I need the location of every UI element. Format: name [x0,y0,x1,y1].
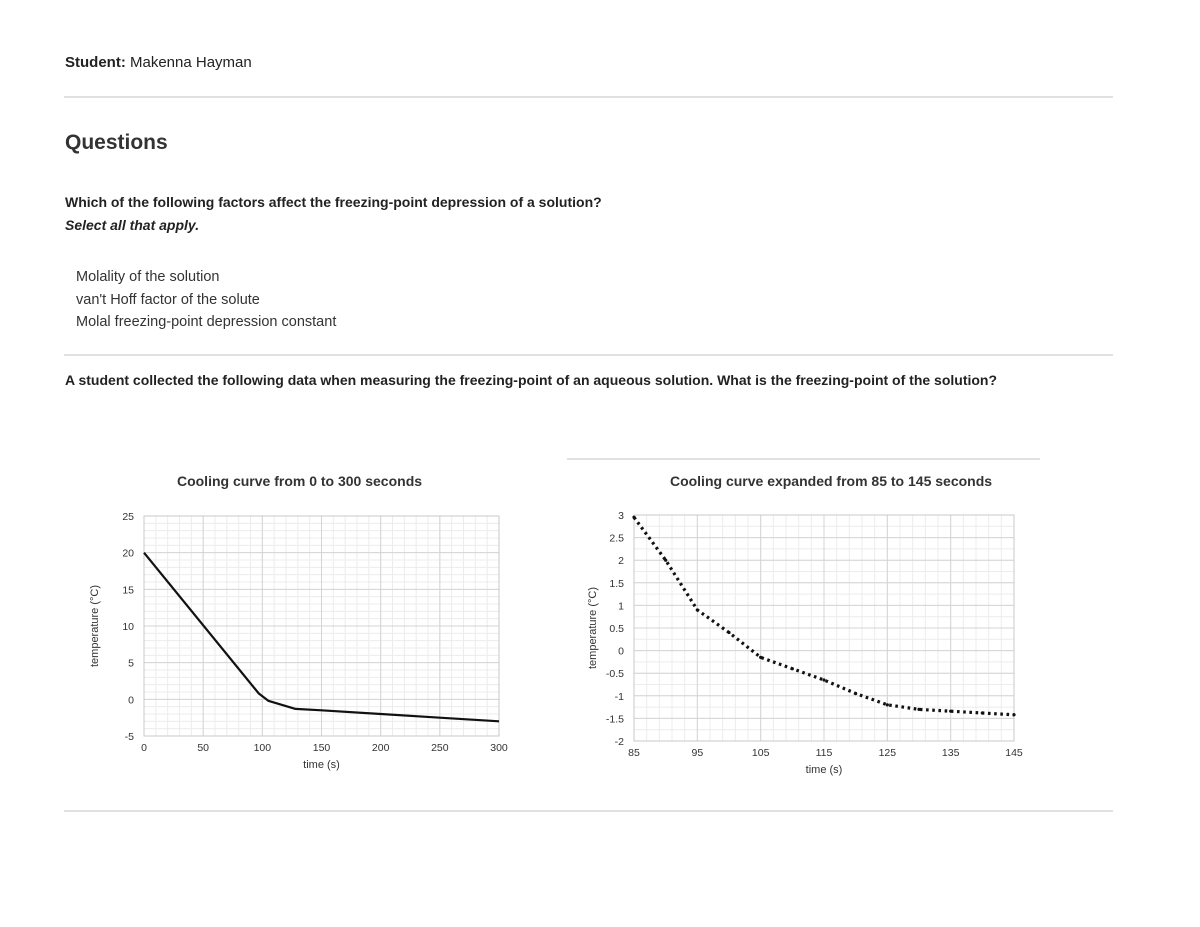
data-point [886,703,889,706]
data-point [822,678,825,681]
x-tick-label: 200 [371,742,390,754]
y-tick-label: 2.5 [609,532,624,545]
data-point [664,559,667,562]
data-point [1012,713,1015,716]
x-tick-label: 250 [431,742,449,754]
data-point [917,708,920,711]
y-tick-label: -0.5 [605,668,624,681]
x-tick-label: 135 [941,747,960,759]
y-tick-label: 10 [122,621,134,633]
x-tick-label: 0 [141,742,147,754]
divider [64,810,1113,812]
chart-cooling-expanded [570,464,1040,794]
chart-divider [567,458,1040,460]
chart-cooling-expanded-svg [570,464,1040,794]
y-tick-label: 2 [618,555,624,568]
x-tick-label: 105 [751,747,770,759]
page-title: Questions [65,131,168,154]
student-label: Student: [65,54,126,71]
y-tick-label: -2 [614,736,624,748]
question-1-hint: Select all that apply. [65,217,200,233]
y-tick-label: 3 [618,510,624,522]
y-tick-label: 0 [128,694,134,707]
y-tick-label: 1 [618,600,624,613]
data-point [759,656,762,659]
divider [64,96,1113,98]
x-tick-label: 100 [253,742,272,754]
data-point [949,710,952,713]
data-point [727,631,730,634]
y-tick-label: -1 [614,690,624,703]
question-2-text: A student collected the following data when measuring the freezing-point of an aqueous solution. What is the freezing-point of the solution? [65,372,998,388]
chart-cooling-full [70,464,530,794]
y-tick-label: 0.5 [609,623,624,635]
y-tick-label: -1.5 [605,713,624,726]
y-tick-label: 25 [122,511,134,523]
data-point [632,516,635,519]
y-tick-label: 15 [122,584,134,597]
data-point [854,692,857,695]
x-tick-label: 115 [815,747,833,759]
y-tick-label: 1.5 [609,577,624,590]
x-axis-label: time (s) [805,764,843,776]
student-name: Makenna Hayman [130,54,252,71]
answer-option: van't Hoff factor of the solute [76,291,260,308]
chart-cooling-full-svg [70,464,530,794]
y-tick-label: 5 [128,657,134,670]
x-tick-label: 95 [691,747,704,759]
y-axis-label: temperature (°C) [89,584,101,668]
chart-title: Cooling curve expanded from 85 to 145 seconds [669,473,993,489]
answer-options [76,266,336,334]
x-axis-label: time (s) [303,759,340,771]
answer-option: Molality of the solution [76,269,220,285]
x-tick-label: 125 [878,747,897,759]
y-tick-label: -5 [124,731,134,743]
x-tick-label: 300 [490,742,508,754]
question-1-text: Which of the following factors affect the freezing-point depression of a solution? [65,194,602,210]
answer-option: Molal freezing-point depression constant [76,314,337,330]
chart-title: Cooling curve from 0 to 300 seconds [176,473,423,489]
student-line [65,54,252,71]
x-tick-label: 150 [312,742,331,754]
data-point [981,711,984,714]
x-tick-label: 85 [628,747,640,759]
x-tick-label: 145 [1005,747,1023,759]
y-tick-label: 0 [618,645,624,658]
x-tick-label: 50 [197,742,210,754]
data-point [791,667,794,670]
y-tick-label: 20 [122,547,134,560]
data-point [696,608,699,611]
divider [64,354,1113,356]
y-axis-label: temperature (°C) [587,586,599,670]
